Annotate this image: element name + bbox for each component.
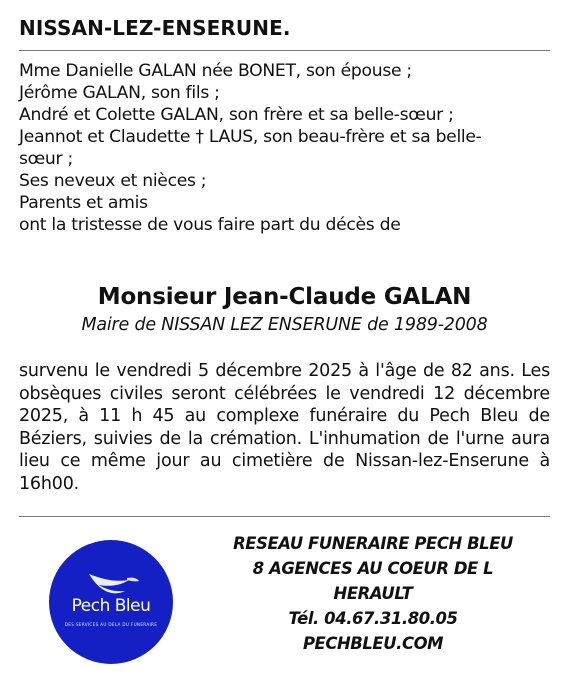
top-divider xyxy=(19,50,550,51)
agency-website: PECHBLEU.COM xyxy=(302,634,444,653)
family-line: ont la tristesse de vous faire part du décès de xyxy=(19,215,401,235)
family-line: Mme Danielle GALAN née BONET, son épouse ; xyxy=(19,61,412,81)
agency-line: RESEAU FUNERAIRE PECH BLEU xyxy=(233,534,513,553)
agency-line: HERAULT xyxy=(333,584,413,603)
family-line: Jeannot et Claudette † LAUS, son beau-frère et sa belle- xyxy=(19,127,482,147)
pech-bleu-logo xyxy=(49,540,173,664)
deceased-name: Monsieur Jean-Claude GALAN xyxy=(97,284,472,310)
family-line: Ses neveux et nièces ; xyxy=(19,171,207,191)
agency-block xyxy=(220,531,526,656)
family-line: André et Colette GALAN, son frère et sa belle-sœur ; xyxy=(19,105,454,125)
agency-line: 8 AGENCES AU COEUR DE L xyxy=(252,559,494,578)
bottom-divider xyxy=(19,516,550,517)
family-list xyxy=(19,60,551,236)
logo-wordmark: Pech Bleu xyxy=(71,596,151,616)
family-line: Parents et amis xyxy=(19,193,148,213)
agency-phone: Tél. 04.67.31.80.05 xyxy=(288,609,458,628)
family-line: sœur ; xyxy=(19,149,73,169)
logo-tagline: DES SERVICES AU DELA DU FUNERAIRE xyxy=(64,622,158,627)
family-line: Jérôme GALAN, son fils ; xyxy=(19,83,220,103)
place-heading: NISSAN-LEZ-ENSERUNE. xyxy=(19,16,291,40)
deceased-title: Maire de NISSAN LEZ ENSERUNE de 1989-2008 xyxy=(81,315,488,335)
funeral-details: survenu le vendredi 5 décembre 2025 à l'âge de 82 ans. Les obsèques civiles seront célébrées le vendredi 12 décembre 2025, à 11 h 45 au complexe funéraire du Pech Bleu de Béziers, suivies de la crémation. L'inhumation de l'urne aura lieu ce même jour au cimetière de Nissan-lez-Enserune à 16h00. xyxy=(19,361,550,494)
